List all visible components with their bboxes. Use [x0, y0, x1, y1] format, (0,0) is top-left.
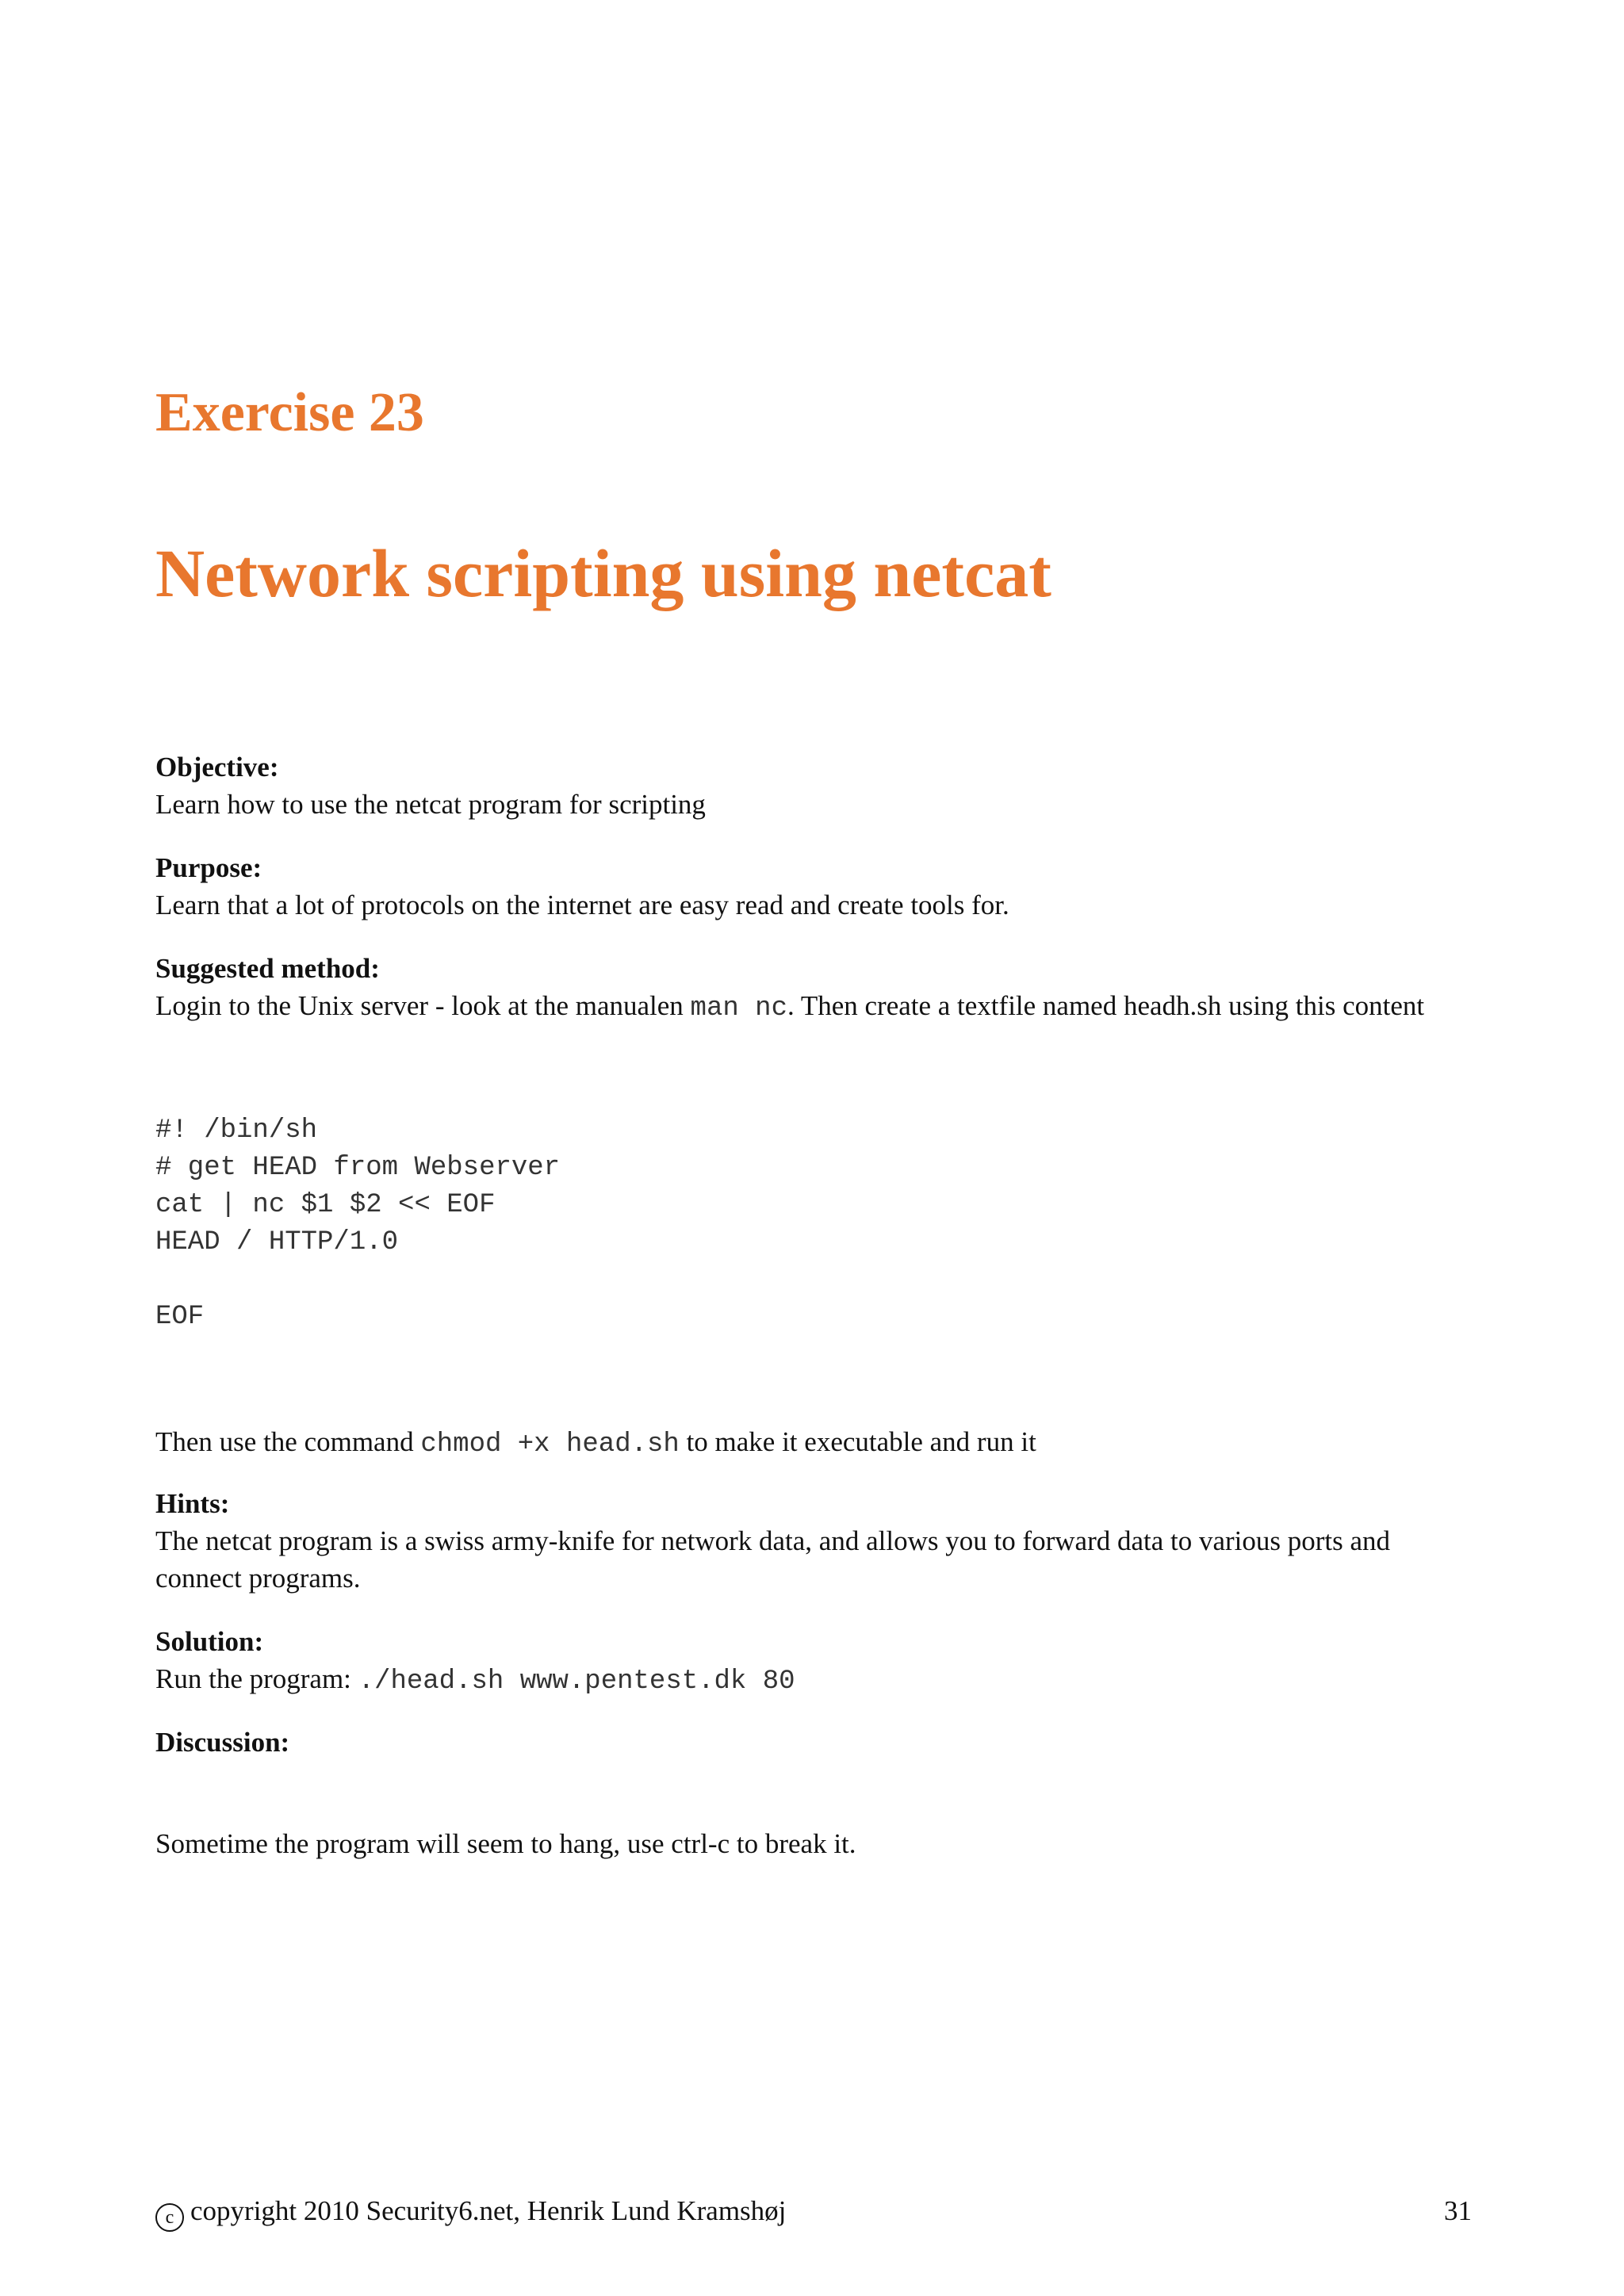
- suggested-method-heading: Suggested method:: [155, 953, 380, 984]
- discussion-body: [155, 1825, 1472, 1862]
- discussion-heading-block: [155, 1724, 1472, 1761]
- then-use-text-after: to make it executable and run it: [679, 1426, 1036, 1457]
- code-line: HEAD / HTTP/1.0: [155, 1227, 399, 1257]
- suggested-method-section: [155, 950, 1472, 1027]
- purpose-text: Learn that a lot of protocols on the internet are easy read and create tools for.: [155, 890, 1009, 920]
- code-line: #! /bin/sh: [155, 1115, 318, 1146]
- copyright-text: copyright 2010 Security6.net, Henrik Lund Kramshøj: [190, 2195, 787, 2226]
- objective-text: Learn how to use the netcat program for scripting: [155, 789, 706, 820]
- code-listing: [155, 1112, 560, 1336]
- hints-text: The netcat program is a swiss army-knife for network data, and allows you to forward data to various ports and connect programs.: [155, 1525, 1391, 1594]
- page-number: 31: [1444, 2195, 1472, 2226]
- copyright-icon: c: [155, 2203, 184, 2232]
- hints-section: [155, 1485, 1472, 1597]
- code-line: EOF: [155, 1302, 205, 1332]
- then-use-text-before: Then use the command: [155, 1426, 421, 1457]
- chapter-title: Network scripting using netcat: [155, 535, 1051, 611]
- solution-text-before: Run the program:: [155, 1663, 358, 1694]
- code-line: # get HEAD from Webserver: [155, 1153, 561, 1183]
- exercise-label: Exercise 23: [155, 382, 424, 443]
- discussion-heading: Discussion:: [155, 1727, 290, 1758]
- code-line: cat | nc $1 $2 << EOF: [155, 1190, 496, 1220]
- page-footer: [155, 2192, 1472, 2232]
- solution-heading: Solution:: [155, 1626, 264, 1657]
- solution-section: [155, 1623, 1472, 1701]
- then-use-text: [155, 1423, 1472, 1464]
- then-use-command: chmod +x head.sh: [420, 1429, 680, 1460]
- purpose-heading: Purpose:: [155, 852, 262, 883]
- purpose-section: [155, 849, 1472, 924]
- suggested-method-command: man nc: [690, 993, 787, 1024]
- objective-section: [155, 748, 1472, 823]
- suggested-method-text-after: . Then create a textfile named headh.sh using this content: [787, 990, 1425, 1021]
- solution-command: ./head.sh www.pentest.dk 80: [358, 1667, 795, 1697]
- hints-heading: Hints:: [155, 1488, 230, 1519]
- discussion-text: Sometime the program will seem to hang, use ctrl-c to break it.: [155, 1828, 856, 1859]
- then-use-paragraph: [155, 1423, 1472, 1464]
- suggested-method-text-before: Login to the Unix server - look at the manualen: [155, 990, 691, 1021]
- suggested-method-text: [155, 987, 1472, 1027]
- objective-heading: Objective:: [155, 752, 279, 783]
- code-line: [155, 1261, 560, 1299]
- solution-text: [155, 1660, 1472, 1701]
